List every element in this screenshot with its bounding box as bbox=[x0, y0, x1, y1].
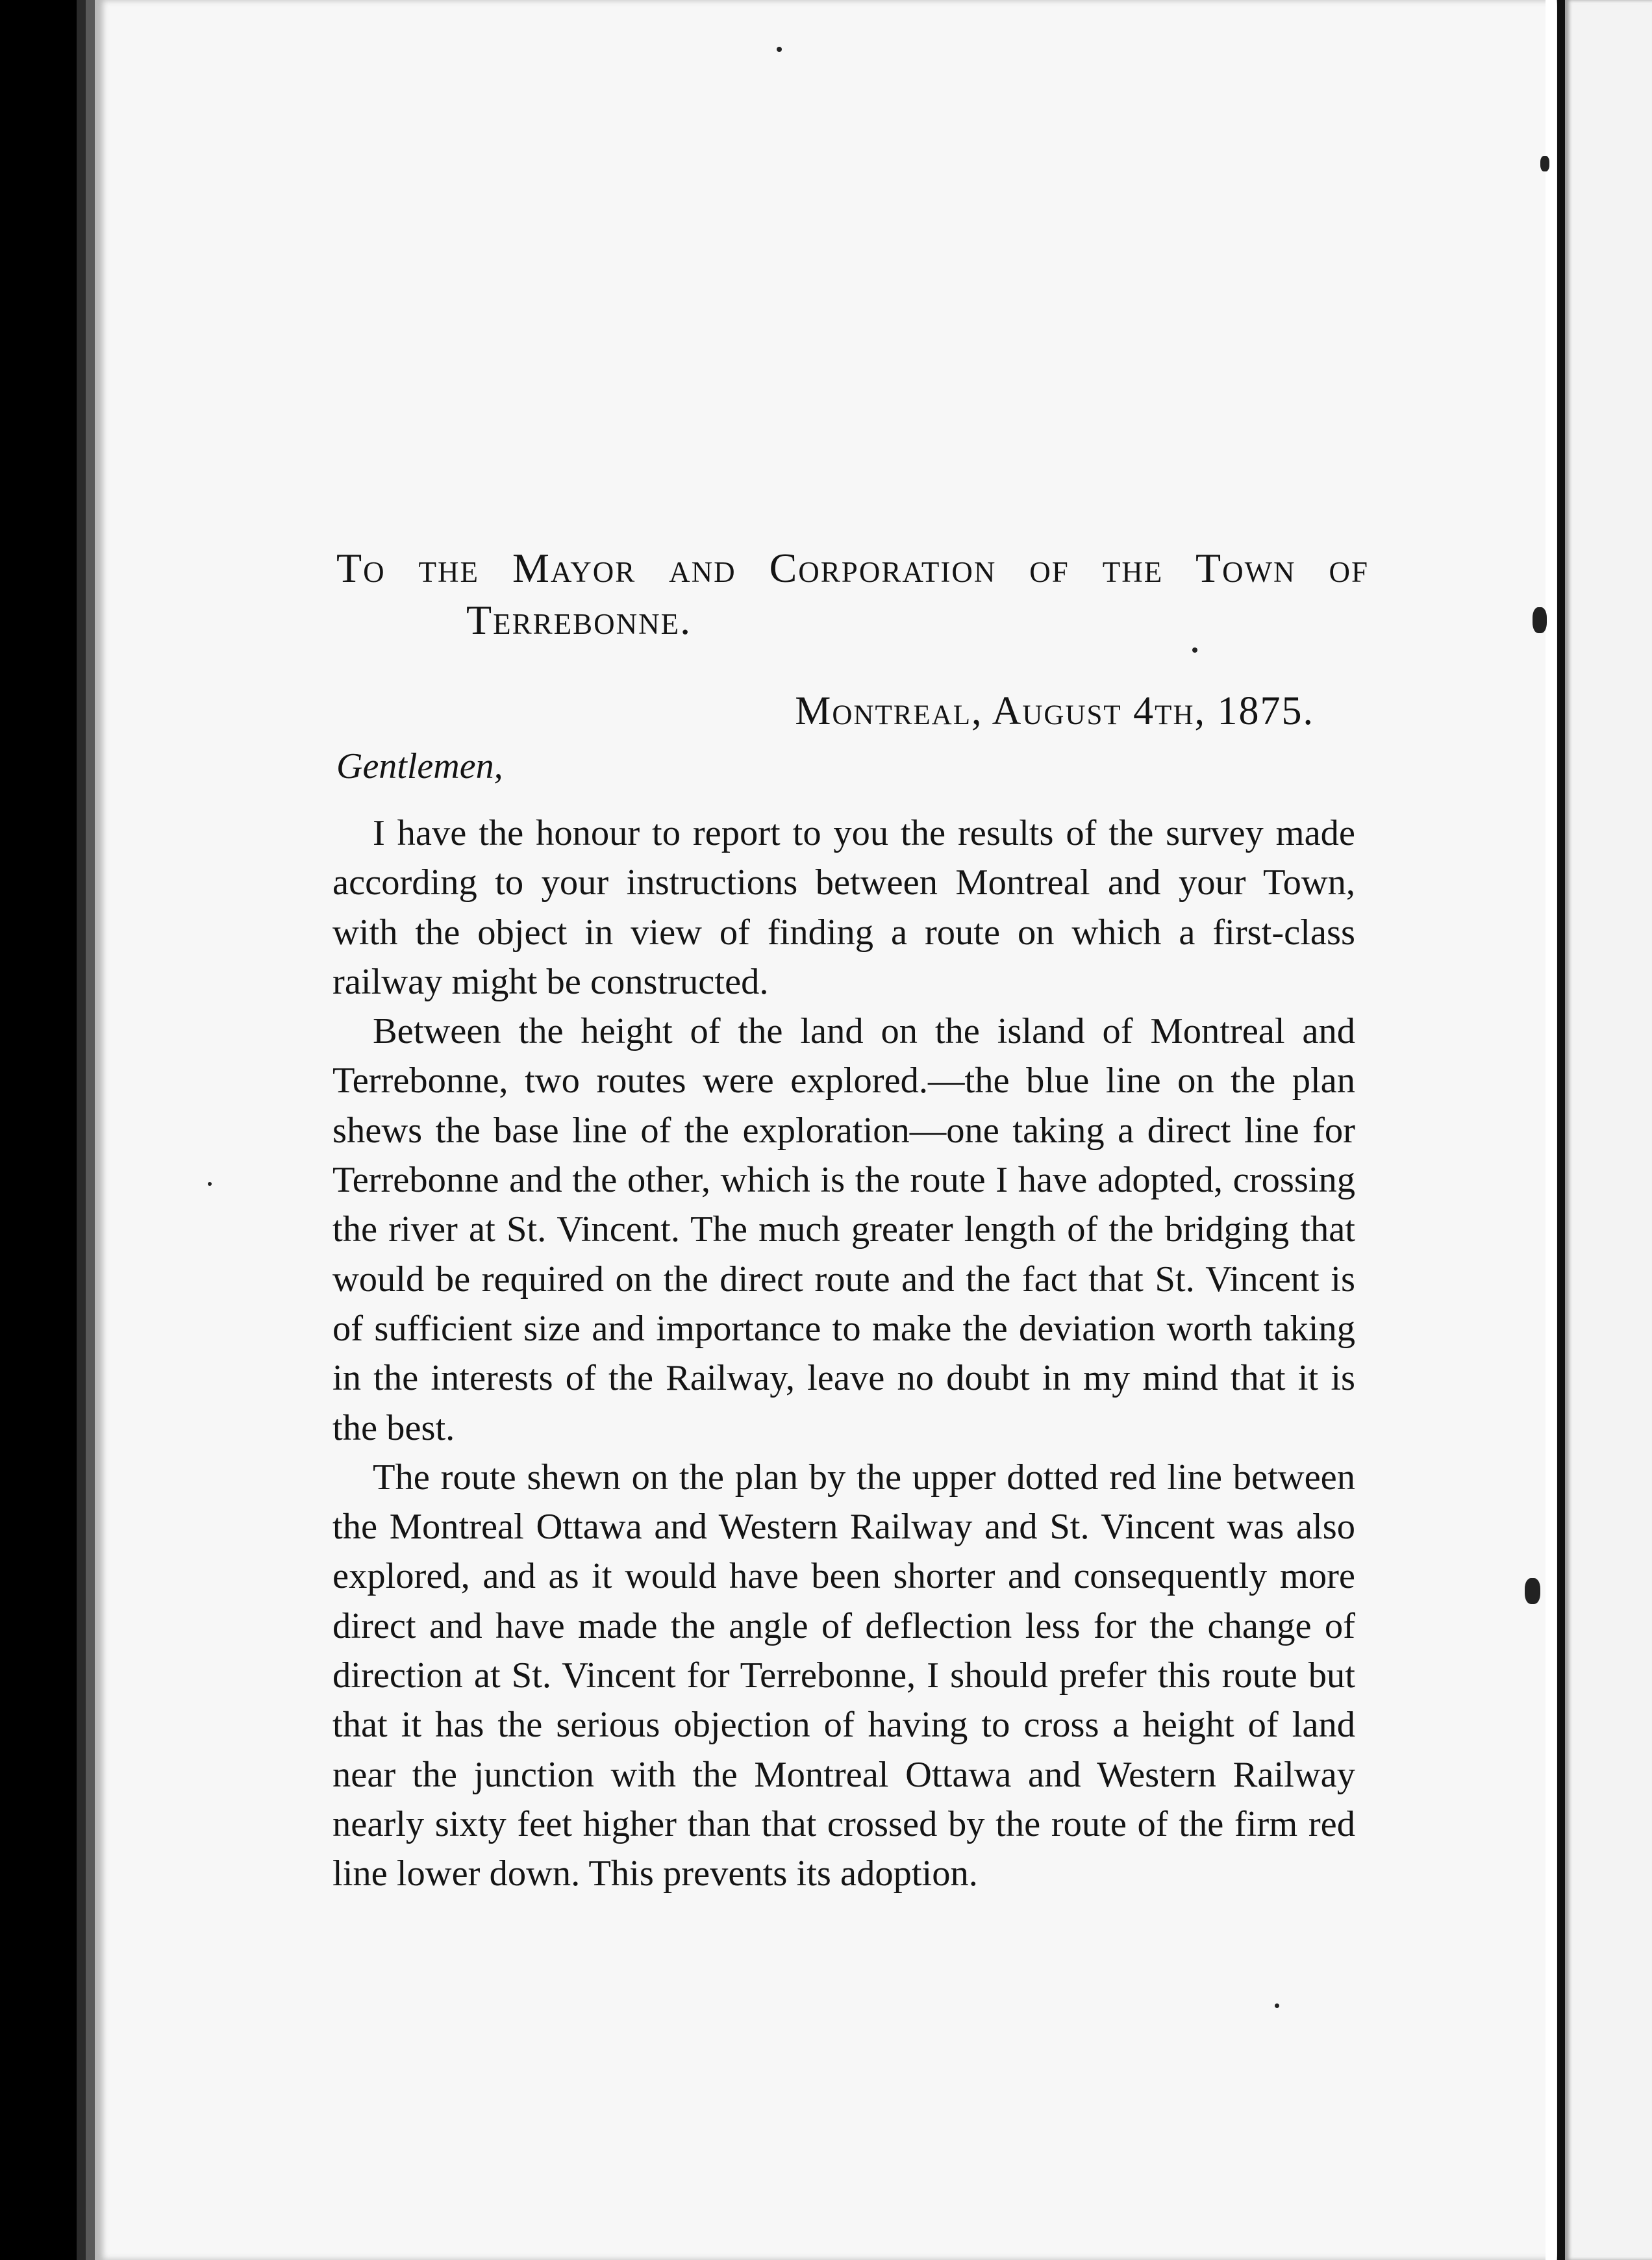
scan-speck bbox=[208, 1182, 212, 1186]
dateline: Montreal, August 4th, 1875. bbox=[795, 689, 1314, 733]
scan-speck bbox=[777, 47, 782, 52]
salutation: Gentlemen, bbox=[336, 746, 503, 786]
address-line-2: Terrebonne. bbox=[466, 597, 692, 643]
binding-mark bbox=[1533, 607, 1547, 633]
paragraph: I have the honour to report to you the results of the survey made according to your instructions between Montreal and your Town, with the object in view of finding a route on which a first-class railway might be constructed. bbox=[332, 813, 1355, 1002]
adjacent-page-edge bbox=[1565, 0, 1652, 2260]
scan-speck bbox=[1275, 2003, 1279, 2008]
paragraph: Between the height of the land on the island of Montreal and Terrebonne, two routes were explored.—the blue line on the plan shews the base line of the exploration—one taking a direct line for Terrebonne and the other, which is the route I have adopted, crossing the river at St. Vincent. The much greater length of the bridging that would be required on the direct route and the fact that St. Vincent is of sufficient size and importance to make the deviation worth taking in the interests of the Railway, leave no doubt in my mind that it is the best. bbox=[332, 1011, 1355, 1448]
book-gutter bbox=[1557, 0, 1565, 2260]
paragraph: The route shewn on the plan by the upper dotted red line between the Montreal Ottawa and Western Railway and St. Vincent was also explored, and as it would have been shorter and consequently more direct and have made the angle of deflection less for the change of direction at St. Vincent for Terrebonne, I should prefer this route but that it has the serious objection of having to cross a height of land near the junction with the Montreal Ottawa and Western Railway nearly sixty feet higher than that crossed by the route of the firm red line lower down. This prevents its adoption. bbox=[332, 1457, 1355, 1894]
scan-speck bbox=[1192, 647, 1197, 653]
address-line-1: To the Mayor and Corporation of the Town of bbox=[336, 545, 1369, 591]
address-heading bbox=[336, 542, 1369, 646]
binding-mark bbox=[1540, 156, 1549, 171]
binding-mark bbox=[1525, 1578, 1540, 1604]
letter-body bbox=[332, 809, 1355, 1899]
page-edge bbox=[1546, 0, 1556, 2260]
